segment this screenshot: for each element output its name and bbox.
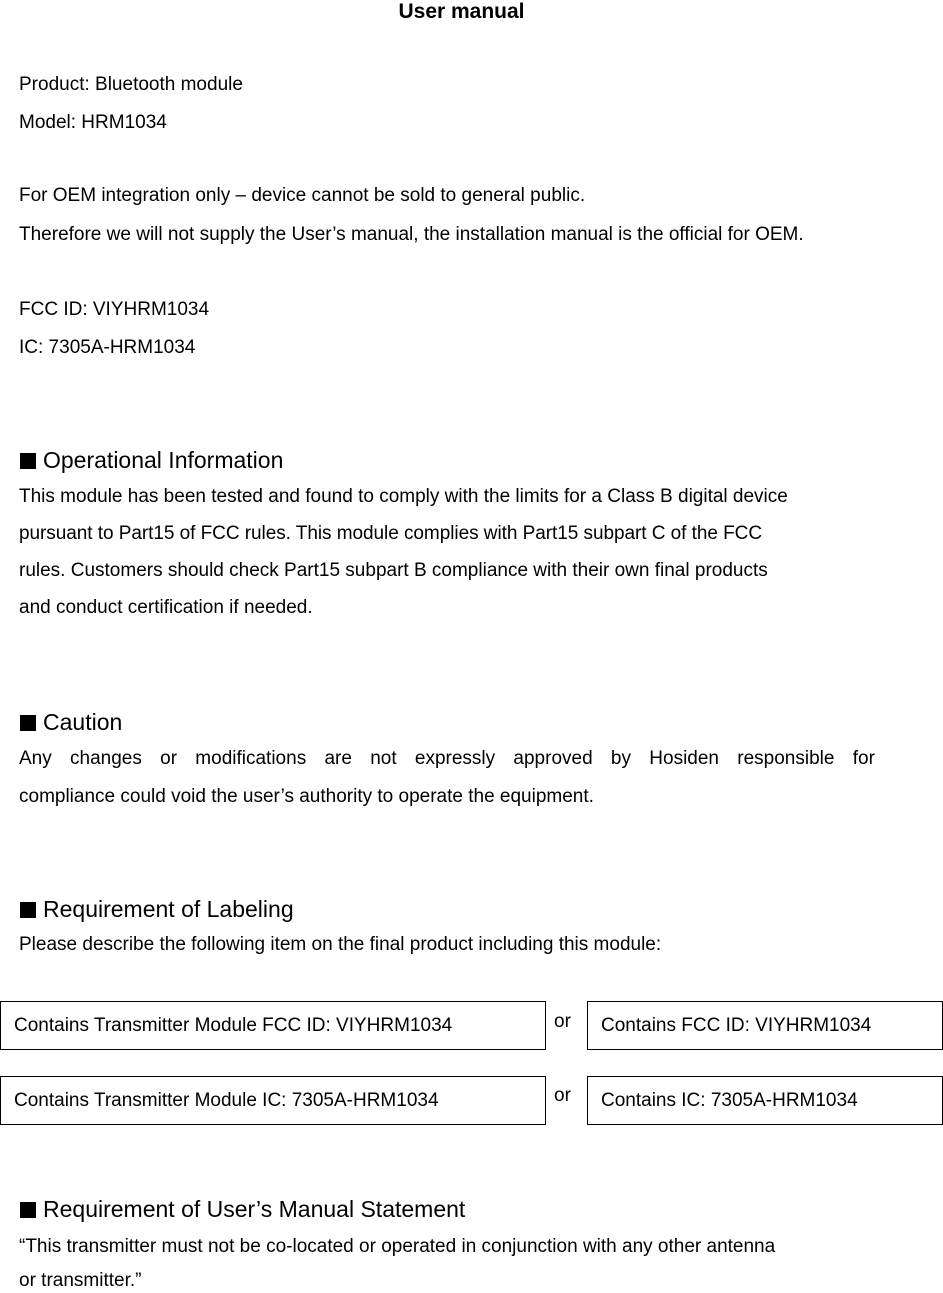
label-box-fcc-long: Contains Transmitter Module FCC ID: VIYHRM1034	[0, 1001, 546, 1050]
product-line: Product: Bluetooth module	[19, 74, 243, 95]
or-text: or	[554, 1085, 571, 1106]
oem-notice-line2: Therefore we will not supply the User’s manual, the installation manual is the official for OEM.	[19, 224, 804, 245]
labeling-intro: Please describe the following item on the final product including this module:	[19, 934, 662, 955]
fcc-id-line: FCC ID: VIYHRM1034	[19, 299, 210, 320]
square-bullet-icon	[20, 902, 36, 918]
page-title: User manual	[398, 0, 525, 23]
caution-heading: Caution	[20, 709, 122, 736]
operational-heading: Operational Information	[20, 447, 283, 474]
manual-statement-heading: Requirement of User’s Manual Statement	[20, 1196, 465, 1223]
ic-line: IC: 7305A-HRM1034	[19, 337, 196, 358]
operational-line-1: This module has been tested and found to comply with the limits for a Class B digital device	[19, 486, 788, 507]
square-bullet-icon	[20, 715, 36, 731]
manual-statement-line-2: or transmitter.”	[19, 1270, 142, 1291]
labeling-heading: Requirement of Labeling	[20, 896, 294, 923]
model-line: Model: HRM1034	[19, 112, 167, 133]
label-box-ic-long: Contains Transmitter Module IC: 7305A-HRM1034	[0, 1076, 546, 1125]
operational-line-3: rules. Customers should check Part15 subpart B compliance with their own final products	[19, 560, 768, 581]
label-box-ic-short: Contains IC: 7305A-HRM1034	[587, 1076, 943, 1125]
caution-line-1: Any changes or modifications are not expressly approved by Hosiden responsible for	[19, 748, 875, 769]
operational-line-4: and conduct certification if needed.	[19, 597, 313, 618]
or-text: or	[554, 1011, 571, 1032]
label-box-fcc-short: Contains FCC ID: VIYHRM1034	[587, 1001, 943, 1050]
operational-line-2: pursuant to Part15 of FCC rules. This module complies with Part15 subpart C of the FCC	[19, 523, 763, 544]
manual-statement-line-1: “This transmitter must not be co-located or operated in conjunction with any other antenna	[19, 1236, 776, 1257]
square-bullet-icon	[20, 453, 36, 469]
oem-notice-line1: For OEM integration only – device cannot be sold to general public.	[19, 185, 586, 206]
square-bullet-icon	[20, 1202, 36, 1218]
caution-line-2: compliance could void the user’s authority to operate the equipment.	[19, 786, 594, 807]
